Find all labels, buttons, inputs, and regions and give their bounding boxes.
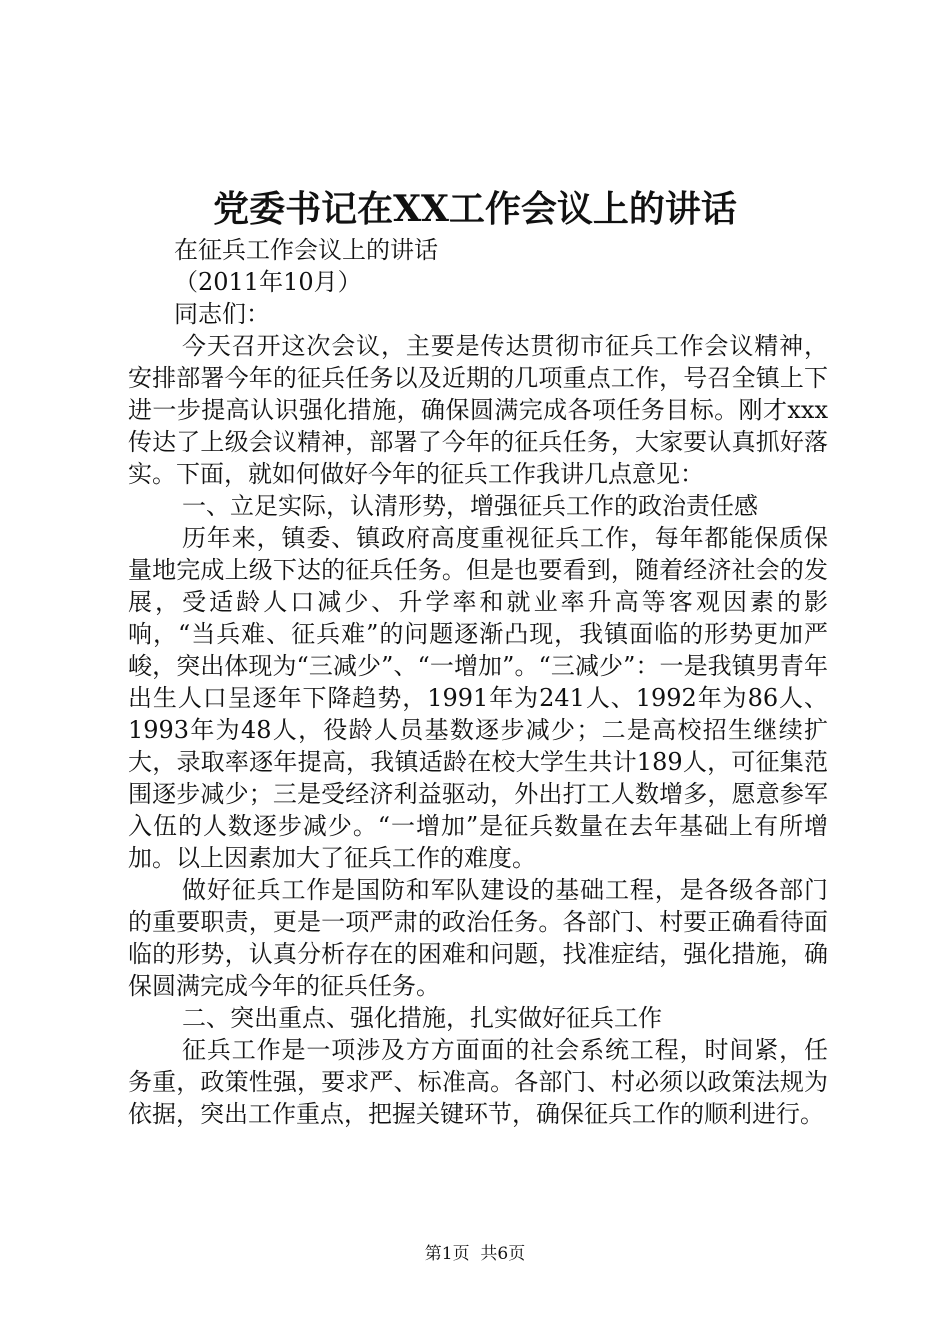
paragraph-importance: 做好征兵工作是国防和军队建设的基础工程，是各级各部门的重要职责，更是一项严肃的政治任务。各部门、村要正确看待面临的形势，认真分析存在的困难和问题，找准症结，强化措施，确保圆满完成今年的征兵任务。 <box>128 876 828 1000</box>
paragraph-measures: 征兵工作是一项涉及方方面面的社会系统工程，时间紧，任务重，政策性强，要求严、标准高。各部门、村必须以政策法规为依据，突出工作重点，把握关键环节，确保征兵工作的顺利进行。 <box>128 1036 828 1128</box>
document-body <box>128 234 828 1130</box>
page-footer <box>0 1242 950 1266</box>
page-number: 第1页 <box>424 1244 470 1264</box>
page-total: 共6页 <box>480 1244 526 1264</box>
paragraph-intro: 今天召开这次会议，主要是传达贯彻市征兵工作会议精神，安排部署今年的征兵任务以及近期的几项重点工作，号召全镇上下进一步提高认识强化措施，确保圆满完成各项任务目标。刚才xxx传达了上级会议精神，部署了今年的征兵任务，大家要认真抓好落实。下面，就如何做好今年的征兵工作我讲几点意见： <box>128 332 828 488</box>
speech-date: （2011年10月） <box>174 268 362 296</box>
speech-subtitle: 在征兵工作会议上的讲话 <box>174 236 438 264</box>
paragraph-situation: 历年来，镇委、镇政府高度重视征兵工作，每年都能保质保量地完成上级下达的征兵任务。但是也要看到，随着经济社会的发展，受适龄人口减少、升学率和就业率升高等客观因素的影响，“当兵难、征兵难”的问题逐渐凸现，我镇面临的形势更加严峻，突出体现为“三减少”、“一增加”。“三减少”：一是我镇男青年出生人口呈逐年下降趋势，1991年为241人、1992年为86人、1993年为48人，役龄人员基数逐步减少；二是高校招生继续扩大，录取率逐年提高，我镇适龄在校大学生共计189人，可征集范围逐步减少；三是受经济利益驱动，外出打工人数增多，愿意参军入伍的人数逐步减少。“一增加”是征兵数量在去年基础上有所增加。以上因素加大了征兵工作的难度。 <box>128 524 828 872</box>
section-heading-2: 二、突出重点、强化措施，扎实做好征兵工作 <box>182 1004 662 1032</box>
document-title: 党委书记在XX工作会议上的讲话 <box>213 188 737 230</box>
salutation: 同志们： <box>174 300 270 328</box>
section-heading-1: 一、立足实际，认清形势，增强征兵工作的政治责任感 <box>182 492 758 520</box>
